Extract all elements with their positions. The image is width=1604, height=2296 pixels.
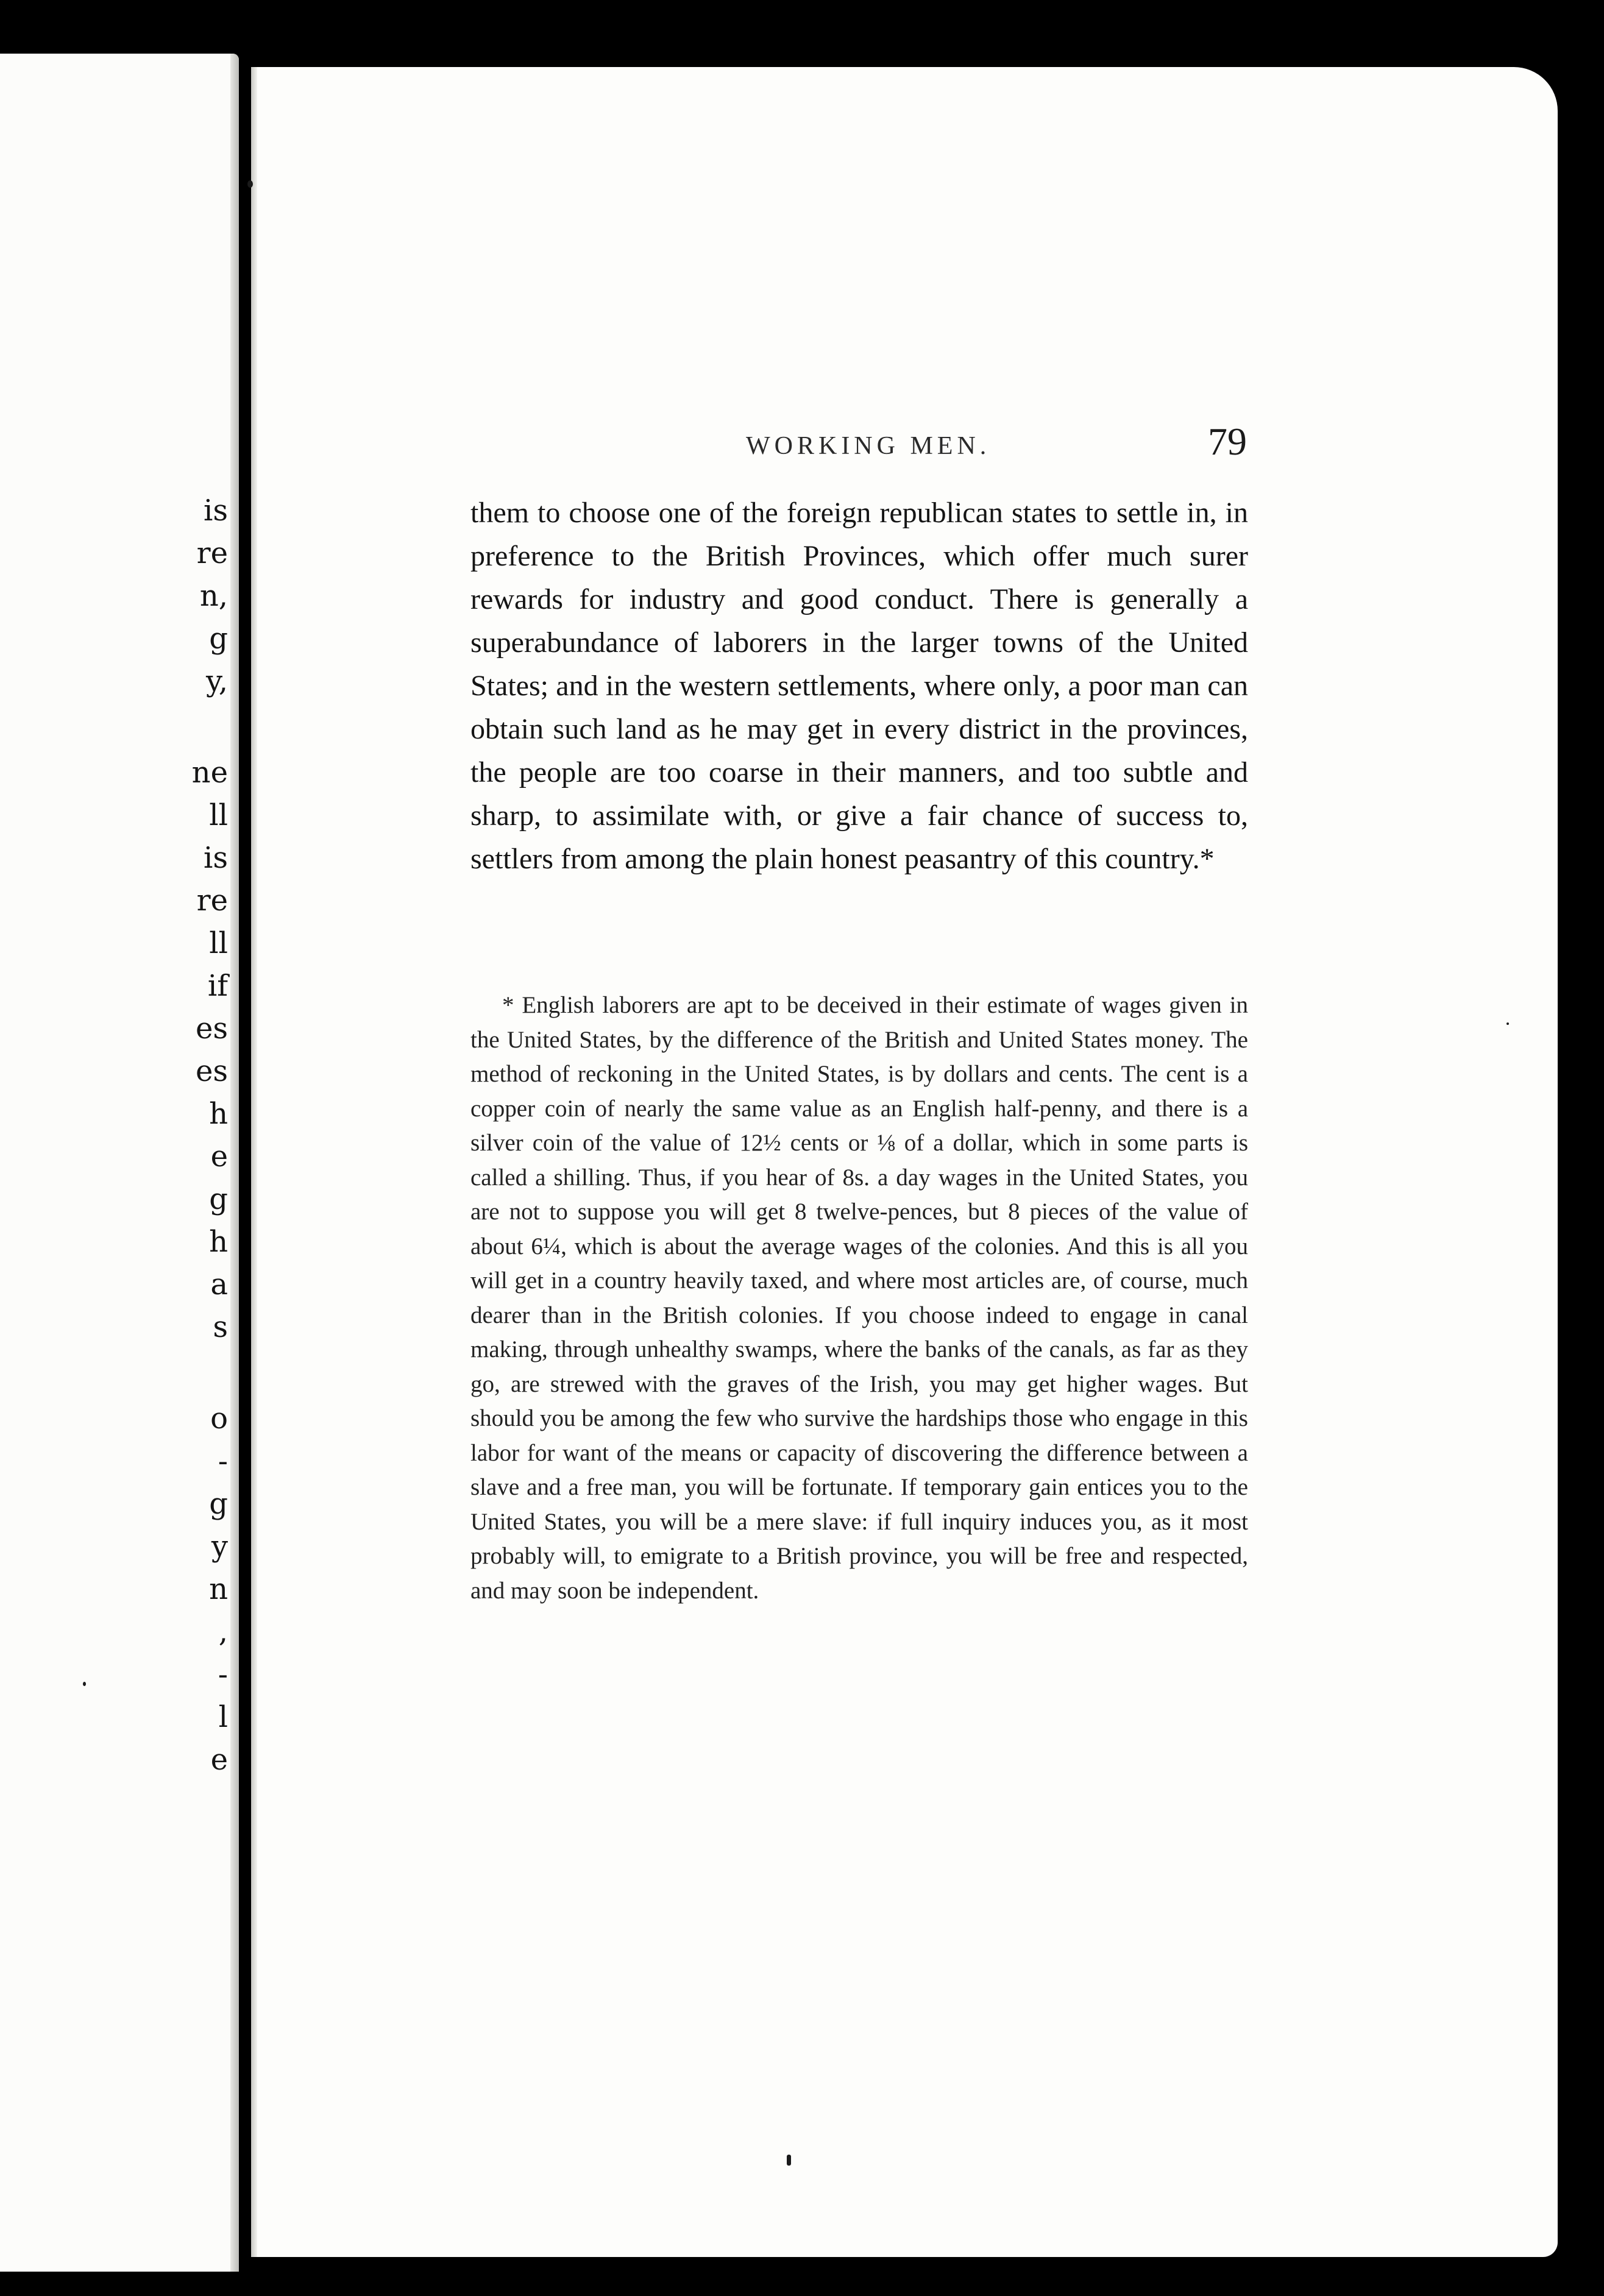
left-page-line-end: re: [196, 536, 228, 570]
left-page-line-end: es: [195, 1012, 228, 1046]
body-paragraph: them to choose one of the foreign republican states to settle in, in preference to the British Provinces, which offer much surer rewards for industry and good conduct. There is generally a superabundance of laborers in the larger towns of the United States; and in the western settlements, where only, a poor man can obtain such land as he may get in every district in the provinces, the people are too coarse in their manners, and too subtle and sharp, to assimilate with, or give a fair chance of success to, settlers from among the plain honest peasantry of this country.*: [470, 497, 1248, 875]
scan-speck: [83, 1682, 86, 1686]
footnote: * English laborers are apt to be deceived in their estimate of wages given in the United States, by the difference of the British and United States money. The method of reckoning in the United States, is by dollars and cents. The cent is a copper coin of nearly the same value as an English half-penny, and there is a silver coin of the value of 12½ cents or ⅛ of a dollar, which in some parts is called a shilling. Thus, if you hear of 8s. a day wages in the United States, you are not to suppose you will get 8 twelve-pences, but 8 pieces of the value of about 6¼, which is about the average wages of the colonies. And this is all you will get in a country heavily taxed, and where most articles are, of course, much dearer than in the British colonies. If you choose indeed to engage in canal making, through unhealthy swamps, where the banks of the canals, as far as they go, are strewed with the graves of the Irish, you may get higher wages. But should you be among the few who survive the hardships those who engage in this labor for want of the means or capacity of discovering the difference between a slave and a free man, you will be fortunate. If temporary gain entices you to the United States, you will be a mere slave: if full inquiry induces you, as it most probably will, to emigrate to a British province, you will be free and respected, and may soon be independent.: [470, 992, 1248, 1604]
left-page-line-end: a: [210, 1267, 228, 1302]
left-page-line-end: es: [195, 1054, 228, 1088]
left-facing-page: [0, 54, 239, 2272]
left-page-line-end: n,: [199, 579, 228, 613]
left-page-line-end: y,: [206, 664, 228, 698]
right-page-gutter-edge: [251, 67, 257, 2257]
left-page-gutter-shadow: [230, 54, 239, 2272]
left-page-line-end: ll: [209, 926, 228, 960]
scan-speck: [787, 2155, 791, 2166]
left-page-line-end: y: [211, 1529, 228, 1564]
left-page-line-end: h: [209, 1225, 228, 1259]
left-page-line-end: g: [209, 1487, 228, 1521]
left-page-line-end: s: [213, 1310, 228, 1344]
left-page-line-end: ,: [218, 1615, 228, 1649]
left-page-line-end: e: [210, 1139, 228, 1174]
left-page-line-end: g: [209, 1182, 228, 1216]
left-page-line-end: g: [209, 622, 228, 656]
left-page-line-end: ll: [209, 798, 228, 832]
left-page-line-end: is: [204, 494, 228, 528]
left-page-line-end: e: [210, 1743, 228, 1777]
right-page: [251, 67, 1558, 2257]
left-page-line-end: n: [209, 1572, 228, 1606]
left-page-line-end: -: [218, 1657, 228, 1692]
running-head: WORKING MEN.: [746, 432, 991, 460]
page-number: 79: [1208, 420, 1247, 463]
left-page-line-end: h: [209, 1097, 228, 1131]
left-page-line-end: -: [218, 1444, 228, 1478]
left-page-line-end: re: [196, 884, 228, 918]
left-page-line-end: ne: [191, 756, 228, 790]
scan-speck: [247, 180, 253, 188]
left-page-line-end: if: [207, 969, 228, 1003]
left-page-line-end: is: [204, 841, 228, 875]
scan-speck: [1506, 1022, 1509, 1025]
left-page-line-end: o: [210, 1401, 228, 1436]
left-page-line-end: l: [218, 1700, 228, 1734]
